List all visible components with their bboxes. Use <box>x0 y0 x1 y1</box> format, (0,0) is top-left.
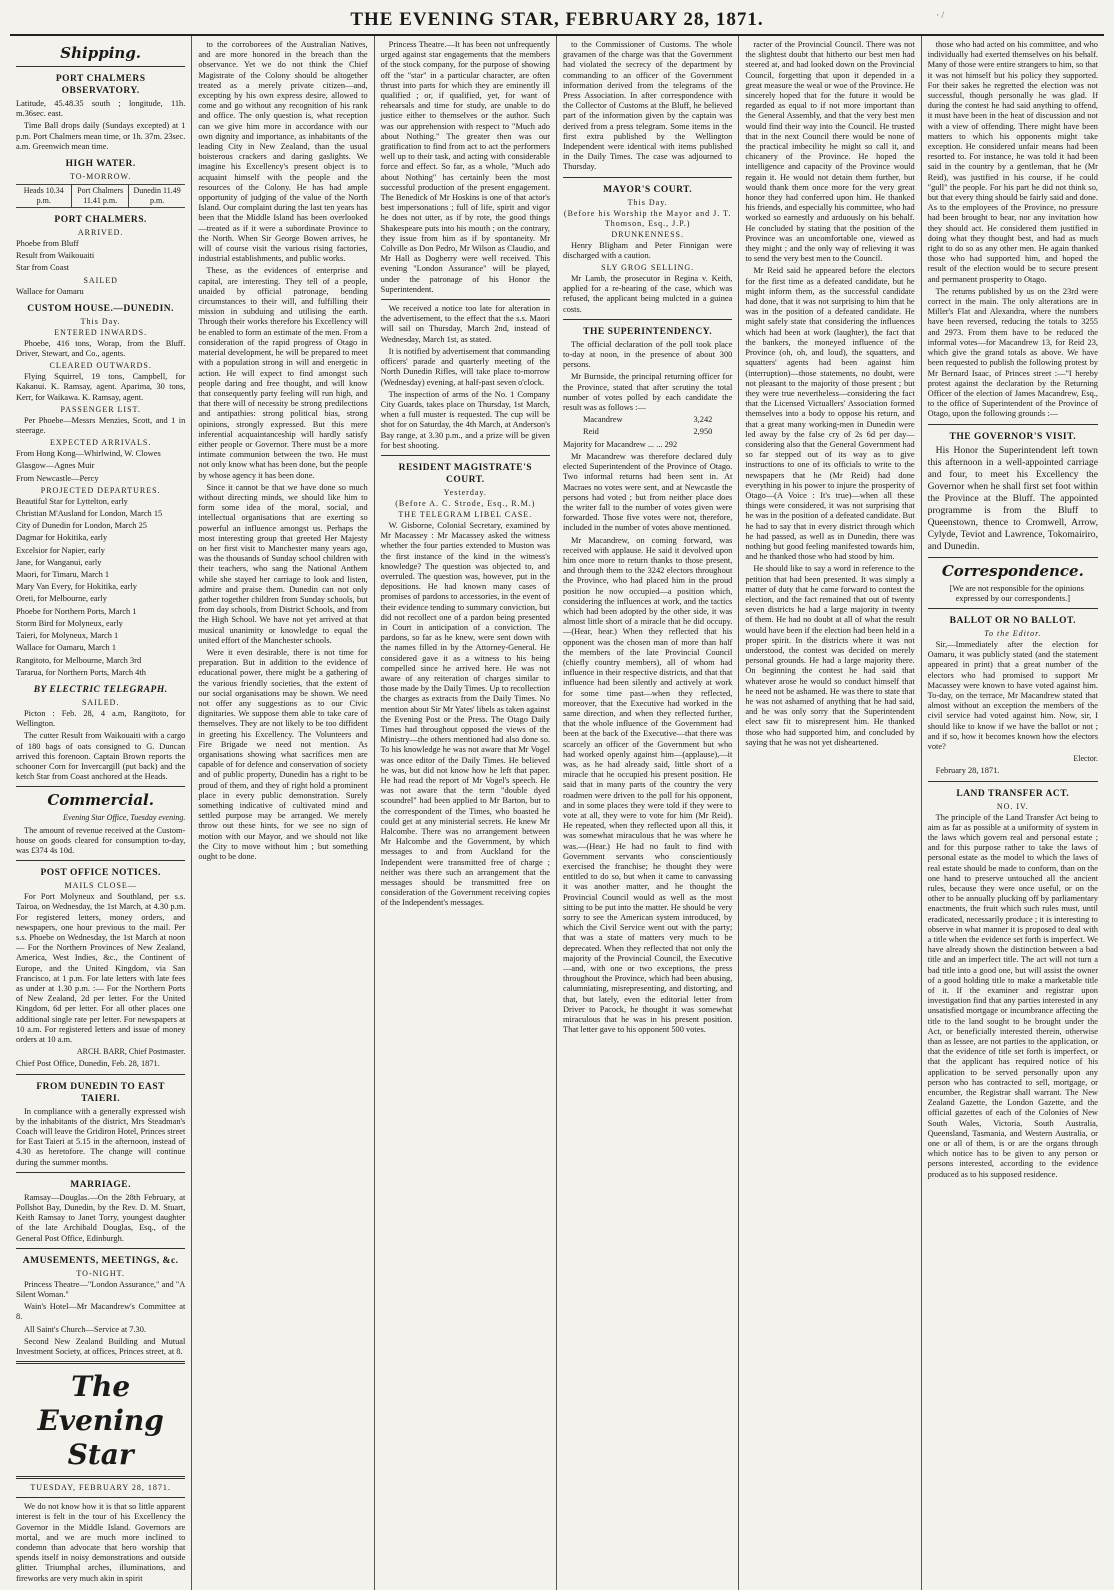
tomorrow-label: TO-MORROW. <box>69 172 132 182</box>
superintendency-paragraph: The official declaration of the poll took place to-day at noon, in the presence of about 300 persons. <box>562 339 733 370</box>
land-transfer-text: The principle of the Land Transfer Act being to aim as far as possible at a uniformity of system in the laws which govern real and personal estate ; and for this purpose rather to take the laws of personal estate as the model to which the laws of real estate should be made to conform, than on the one hand to preserve untouched all the ancient rules, because they were once useful, or on the other to be annually plucking off by parliamentary enactments, the fruit which such rules must, until eradicated, necessarily produce ; it is interesting to observe in what manner it is proposed to deal with a title when the evidence set forth is imperfect. We have already shown the distinction between a bad title and an imperfect title. The act will not turn a bad title into a good one, but will assist the owner of a good holding title to make a marketable title of it. If the examiner and registrar upon investigation find that any parties interested in any unsatisfied mortgage or incumbrance affecting the title to the land sought to be brought under the Act, or beneficially interested therein, otherwise than as lessee, are not parties to the application, or that the evidence of title set forth is imperfect, or that the applicant has required notice of his application to be served personally upon any person who has contracted to sell, mortgage, or encumber, the Registrar shall warrant. The New Zealand Gazette, the London Gazette, and the official gazettes of each of the Colonies of New South Wales, Victoria, South Australia, Queensland, Tasmania, and Western Australia, or one or all of them, is or are the organs through which notice has to be given to any person or persons interested, according to the evidence produced as to his supposed residence. <box>927 812 1098 1179</box>
mayor-heading: MAYOR'S COURT. <box>603 184 693 195</box>
tide-table <box>16 184 185 208</box>
correspondence-note: [We are not responsible for the opinions expressed by our correspondents.] <box>949 583 1084 603</box>
expected-line: From Hong Kong—Whirlwind, W. Clowes <box>16 449 161 459</box>
observatory-heading: PORT CHALMERS OBSERVATORY. <box>55 74 146 96</box>
speech-paragraph: He should like to say a word in reference to the petition that had been presented. It was simply a matter of duty that he came forward to contest the election, and the fact remained that out of twenty seven districts he had a large majority in twenty of them. He had no doubt at all of what the result would have been if the election had been held in a proper spirit. In the districts where it was not understood, the contest was decided on merely personal grounds. He had a large majority there. On beginning the contest he had said that whatever arose he would so conduct himself that he need not be ashamed. He was there to state that he was not ashamed of anything that he had said, and he was only sorry that the Superintendent elect saw fit to misrepresent him. He thanked those who had supported him, and concluded by saying that he was not yet disheartened. <box>745 564 915 747</box>
post-signature: ARCH. BARR, Chief Postmaster. <box>76 1047 186 1057</box>
superintendency-paragraph: Mr Burnside, the principal returning officer for the Province, stated that after scrutiny the total number of votes polled by each candidate the result was as follows :— <box>562 372 733 413</box>
ballot-to: To the Editor. <box>984 628 1042 638</box>
mayor-day: This Day. <box>627 197 668 207</box>
column-4 <box>557 36 739 1590</box>
speech-paragraph: Mr Reid said he appeared before the electors for the first time as a defeated candidate, but he might inform them, as the successful candidate had done, that it was not surprising to him that he was in the position of a defeated candidate. He might safely state that considering the influences which had been at work (laughter), the fact that the bankers, the moneyed influence of the Province (oh, oh, and loud), the squatters, and squatters' agents had been against him (interruption)—those statements, no doubt, were not pleasant to the majority of those present ; but they were true nevertheless—considering the fact that the Licensed Victuallers' Association formed themselves into a body to oppose his return, and that a great many working-men in Dunedin were led away by the false cry of 2s 6d per day—considering also that the General Government had so far stepped out of its way as to give instructions to one of its officials to write to the newspapers that he (Mr Reid) had done everything in his power to injure the prosperity of Otago—(A Voice : It's true)—when all these things were considered, it was not surprising that he was in the position of a defeated candidate. But he had to say that in every district through which he had passed, as well as in Dunedin, there was nothing but good feeling manifested towards him, and he thanked those who had stood by him. <box>745 266 915 562</box>
passenger-text: Per Phoebe—Messrs Menzies, Scott, and 1 in steerage. <box>16 415 186 436</box>
superintendency-paragraph: Mr Macandrew was therefore declared duly elected Superintendent of the Province of Otago. Two informal returns had been sent in. At Macraes no votes were sent, and at Newcastle the persons had voted ; but from neither place does the writer fall to the number of votes given were forwarded. Those five votes were not, therefore, included in the number of votes above mentioned. <box>562 451 733 533</box>
arrived-label: ARRIVED. <box>77 228 124 238</box>
projected-line: Oreti, for Melbourne, early <box>16 594 107 604</box>
projected-label: PROJECTED DEPARTURES. <box>40 485 161 495</box>
majority-line: Majority for Macandrew ... ... 292 <box>562 439 678 449</box>
projected-line: City of Dunedin for London, March 25 <box>16 521 147 531</box>
telegraph-heading: BY ELECTRIC TELEGRAPH. <box>33 684 168 695</box>
telegraph-sailed-label: SAILED. <box>81 697 120 707</box>
cutter-text: The cutter Result from Waikouaiti with a cargo of 180 bags of oats consigned to G. Duncan arrived this forenoon. Captain Brown reports the schooner Corn for Invercargill (put back) and the ketch Star from Coast anchored at the Heads. <box>16 731 186 782</box>
amusement-line: Second New Zealand Building and Mutual Investment Society, at offices, Princes street, at 8. <box>16 1336 186 1357</box>
entered-text: Phoebe, 416 tons, Worap, from the Bluff. Driver, Stewart, and Co., agents. <box>16 338 186 359</box>
column-6 <box>922 36 1104 1590</box>
governor-heading: THE GOVERNOR'S VISIT. <box>949 431 1077 442</box>
column-3 <box>375 36 557 1590</box>
cleared-text: Flying Squirrel, 19 tons, Campbell, for Kakanui. K. Ramsay, agent. Aparima, 30 tons, Kerr, for Waikawa. K. Ramsay, agent. <box>16 372 186 402</box>
arrival-line: Phoebe from Bluff <box>16 239 79 249</box>
result-line <box>563 427 732 437</box>
projected-line: Storm Bird for Molyneux, early <box>16 618 123 628</box>
commercial-heading: Commercial. <box>47 791 154 810</box>
returns-paragraph: The returns published by us on the 23rd were correct in the main. The only alterations are in Miller's Flat and Alexandra, where the numbers have been reversed, reducing the totals to 3255 and 2973. From them have to be reduced the informal votes—for Macandrew 13, for Reid 23, which give the grand totals as above. We have been requested to publish the following protest by Mr Bernard Isaac, of Princes street :—"I hereby protest against the declaration by the Returning Officer of the election of James Macandrew, Esq., to the office of Superintendent of the Province of Otago, upon the following grounds :— <box>927 286 1098 419</box>
rmc-before: (Before A. C. Strode, Esq., R.M.) <box>395 498 536 508</box>
expected-label: EXPECTED ARRIVALS. <box>49 438 152 448</box>
post-office-heading: POST OFFICE NOTICES. <box>40 868 161 879</box>
paper-date: TUESDAY, FEBRUARY 28, 1871. <box>30 1483 171 1493</box>
libel-continued: to the Commissioner of Customs. The whole gravamen of the charge was that the Government had violated the secrecy of the department by commanding to an officer of the Government information derived from the telegrams of the Press Association. In after correspondence with the Collector of Customs at the Bluff, he believed part of the information given by the captain was derived from a press telegram. Some items in the first extra published by the Wellington Independent were identical with items published in the Daily Times. The case was adjourned to Thursday. <box>562 40 733 172</box>
notified-paragraph: It is notified by advertisement that commanding officers' parade and quarterly meeting of the North Dunedin Rifles, will take place to-morrow (Wednesday) evening, at half-past seven o'clock. <box>380 346 550 387</box>
commercial-text: The amount of revenue received at the Custom-house on goods cleared for consumption to-day, was £374 4s 10d. <box>16 825 186 855</box>
mayor-before: (Before his Worship the Mayor and J. T. Thomson, Esq., J.P.) <box>563 208 732 228</box>
cleared-label: CLEARED OUTWARDS. <box>49 361 152 371</box>
projected-line: Rangitoto, for Melbourne, March 3rd <box>16 655 142 665</box>
tide-dunedin: Dunedin 11.49 p.m. <box>133 186 181 206</box>
column-1 <box>10 36 192 1590</box>
sailed-label: SAILED <box>83 275 118 285</box>
column-5 <box>739 36 921 1590</box>
libel-text: W. Gisborne, Colonial Secretary, examined by Mr Macassey : Mr Macassey asked the witness whether the four parties extended to Muston was the first instance of the kind in the witness's knowledge? The question was objected to, and overruled. The question was, however, put in the depositions. He had known many cases of promises of pardons to accessories, in the event of their evidence tending to summary conviction, but did not recollect one of a pardon being presented in Court in anticipation of a conviction. The pardons, so far as he knew, were sent down with the names filled in by the Attorney-General. He considered gave it as a witness to his being compelled since he arrived here. He was not aware of any reiteration of charges similar to those made by the Daily Times. Up to recollection the charges as extracts from the Daily Times. No mention about Sir Mr Yates' libels as taken against the Evening Post or the Press. The Otago Daily Times had throughout opposed the views of the Ministry—the others mentioned had also done so. To his knowledge he was not aware that Mr Vogel was once editor of the Daily Times. He believed he was, but did not know how he left that paper. He had read the report of Mr Vogel's speech. He was not aware that the term "double dyed scoundrel" had been applied to Mr Barton, but to the correspondent of the Times, who boasted he could get at any ministerial secrets. He knew Mr Halcombe. There was no arrangement between Mr Halcombe and the Government, by which messages to and from Auckland for the Independent were transmitted free of charge ; neither was there such an arrangement that the messages should be transmitted free on consideration of the Government receiving copies of the Independent's messages. <box>380 520 550 908</box>
ballot-signature: Elector. <box>1073 754 1098 764</box>
speech-paragraph: racter of the Provincial Council. There was not the slightest doubt that hitherto our best men had steered at, and had looked down on the Provincial Council, forgetting that upon it depended in a great measure the weal or woe of the Province. He sincerely hoped that for the future it would be regarded as equal to if not more important than the General Assembly, and that the very best men would find their way into the Council. He trusted that in the next Council there would be none of the practical imbecility he might so call it, and chicanery of the Province. He hoped the intelligence and capacity of the Province would regain it. He would not detain them further, but would thank them once more for the very great honor they had conferred upon him. He thanked his friends, and especially his committee, who had worked so earnestly and arduously on his behalf. He concluded by stating that the position of the Province was an uncomfortable one, viewed as they might ; and the only way of relieving it was to send the very best men to the Council. <box>745 40 915 264</box>
sailed-line: Wallace for Oamaru <box>16 286 84 296</box>
observatory-text: Latitude, 45.48.35 south ; longitude, 11h. m.36sec. east. <box>16 99 186 119</box>
projected-line: Jane, for Wanganui, early <box>16 557 102 567</box>
notice-paragraph: We received a notice too late for alteration in the advertisement, to the effect that the s.s. Maori will sail on Thursday, March 2nd, instead of Wednesday, March 1st, as stated. <box>380 304 550 344</box>
telegraph-text: Picton : Feb. 28, 4 a.m, Rangitoto, for Wellington. <box>16 708 186 729</box>
projected-line: Phoebe for Northern Ports, March 1 <box>16 606 137 616</box>
page-mark: · / <box>936 10 944 20</box>
projected-line: Dagmar for Hokitika, early <box>16 533 108 543</box>
page-title: THE EVENING STAR, FEBRUARY 28, 1871. <box>350 9 764 30</box>
result-votes: 3,242 <box>693 415 713 425</box>
post-office-text: For Port Molyneux and Southland, per s.s. Tairoa, on Wednesday, the 1st March, at 4.30 p.m. For registered letters, money orders, and newspapers, one hour previous to the mail. Per s.s. Phoebe on Wednesday, the 1st March at noon— For the Northern Provinces of New Zealand, America, West Indies, &c., the Continent of Europe, and the United Kingdom, via San Francisco, at 1 p.m. For late letters with late fees as under at 1.30 p.m. :— For the Northern Ports of New Zealand, 2d per letter. For the United Kingdom, 6d per letter. For all other places one additional single rate per letter. For newspapers at 10 a.m. For registered letters and issue of money orders at 10 a.m. <box>16 892 186 1044</box>
result-name: Macandrew <box>582 415 623 425</box>
commercial-office: Evening Star Office, Tuesday evening. <box>63 813 186 823</box>
superintendency-heading: THE SUPERINTENDENCY. <box>583 326 713 337</box>
arrival-line: Star from Coast <box>16 263 70 273</box>
land-transfer-heading: LAND TRANSFER ACT. <box>956 788 1070 799</box>
paper-title: The Evening Star <box>37 1370 164 1472</box>
land-transfer-number: NO. IV. <box>996 801 1029 811</box>
superintendency-paragraph: Mr Macandrew, on coming forward, was received with applause. He said it devolved upon him once more to return thanks to those present, and through them to the 3242 electors throughout the Province, who had placed him in the proud position he now occupied—a position which, considering the influences at work, and the tactics which had been adopted by the other side, it was almost little short of a miracle that he did occupy.—(Hear, hear.) When they reflected that his opponent was the chosen man of more than half the members of the late Provincial Council (chiefly country members), all of whom had influence in their respective districts, and that that influence had been silently and actively at work for some time past—when they reflected, moreover, that the Executive had worked in the same direction, and when they reflected further, that the whole influence of the Government had been at the back of the Executive—that there was scarcely an officer of the Government but who had worked openly against him—(applause),—it was, as he had already said, little short of a miracle that he occupied his present position. He said that in many parts of the country the very roadmen were driven to the poll for his opponent, and in some places they were told if they were to vote at all, they were to vote for him (Mr Reid). He repeated, when they reflected upon all this, it was somewhat miraculous that he was where he was.—(Hear.) He had no fault to find with Government servants who conscientiously exercised the franchise; he thought they were entitled to do so, but when it came to canvassing it was another matter, and he thought the Provincial Council would as well as the most sitting to be put into the matter. He should be very sorry to see the American system introduced, by which the Civil Service went out with the party; that was a state of matters very much to be deprecated. When they reflected that not only the majority of the Provincial Council, the Executive—and, with one or two exceptions, the press throughout the Province, which had been abusing, calumniating, misrepresenting, and distorting, and that, but lately, even the editorial letter from Driver to Pacock, he thought it was somewhat miraculous that he was in his present position. That letter gave to his opponent 500 votes. <box>562 535 733 1035</box>
projected-line: Tararua, for Northern Ports, March 4th <box>16 667 146 677</box>
this-day-label: This Day. <box>80 316 121 326</box>
libel-heading: THE TELEGRAM LIBEL CASE. <box>398 509 533 519</box>
ballot-date: February 28, 1871. <box>935 766 1000 776</box>
custom-house-heading: CUSTOM HOUSE.—DUNEDIN. <box>27 303 175 314</box>
expected-line: Glasgow—Agnes Muir <box>16 461 95 471</box>
sly-grog-heading: SLY GROG SELLING. <box>601 263 695 273</box>
rmc-heading: RESIDENT MAGISTRATE'S COURT. <box>398 462 533 485</box>
leader-text: We do not know how it is that so little apparent interest is felt in the tour of his Excellency the Governor in the Middle Island. Governors are mortal, and we are much more inclined to condemn than advocate that hero worship that spends itself in noisy demonstrations and outside glitter. Triumphal arches, illuminations, and fireworks are very much akin in spirit <box>16 1502 186 1583</box>
leader-paragraph: Were it even desirable, there is not time for preparation. But in addition to the evidence of educational power, there might be a gathering of the various friendly societies, that the extent of our social organisations may be shown. We need not offer any suggestions as to our Civic dignitaries. We suppose them able to take care of themselves. They are not likely to be too diffident in greeting his Excellency. The Volunteers and Fire Brigade we need not mention. As organisations showing what sacrifices men are capable of for defence and conservation of society and of public property, Dunedin has a right to be proud of them, and they of right hold a prominent place in every public demonstration. Surely something indicative of cultivated mind and settled purpose may be arranged. We merely throw out these hints, for we see no sign of motion with our Mayor, and we should not like the City to move without him ; but something ought to be done. <box>198 647 368 862</box>
result-votes: 2,950 <box>693 427 713 437</box>
rmc-day: Yesterday. <box>443 487 487 497</box>
ballot-text: Sir,—Immediately after the election for Oamaru, it was publicly stated (and the statement appeared in print) that a great number of the electors who had promised to support Mr Macassey were known to have voted against him. To-day, on the terrace, Mr Macandrew stated that almost without an exception the members of the civil service had voted against him. Now, sir, I should like to know if we have the ballot or not ; and if so, how it becomes known how the electors vote? <box>927 639 1098 751</box>
amusement-line: Princess Theatre—"London Assurance," and "A Silent Woman." <box>16 1279 186 1300</box>
marriage-text: Ramsay—Douglas.—On the 28th February, at Pollshot Bay, Dunedin, by the Rev. D. M. Stuart, Keith Ramsay to Janet Torry, youngest daughter of the late Archibald Douglas, Esq., of the General Post Office, Edinburgh. <box>16 1192 186 1243</box>
theatre-paragraph: Princess Theatre.—It has been not unfrequently urged against star engagements that the members of the stock company, for the purpose of showing off the "star" in a particular character, are often thrust into parts for which they are eminently ill qualified ; or, if qualified, yet, for want of rehearsals and time for study, are unable to do justice either to themselves or the author. Such was our apprehension with respect to "Much ado about Nothing." The greater then was our gratification to find from act to act the performers well up to their task, and acting with considerable force and effect. So far, as a whole, "Much ado about Nothing" has certainly been the most successful production of the present engagement. The Benedick of Mr Hoskins is one of that actor's best impersonations ; full of life, spirit and vigor he does not utter, as if by rote, the good things Shakespeare puts into his mouth ; on the contrary, they issue from him as if by spontaneity. Mr Colville as Don Pedro, Mr Wilson as Claudio, and Mr Hall as Dogberry were well received. This evening "London Assurance" will be played, under the patronage of his Honor the Superintendent. <box>380 40 550 294</box>
leader-paragraph: These, as the evidences of enterprise and capital, are interesting. They tell of a people, unaided by official patronage, bending circumstances to their will, and fulfilling their mission in subduing and utilising the earth. Through their works therefore his Excellency will be enabled to form an estimate of the men. From a consideration of the rapid progress of Otago in material development, he will be prepared to meet with a population strong in will and energetic in action. He will expect to find amongst such people daring and free thought, and will know that consequently party feeling will run high, and that there will of necessity be strong predilections and antipathies: strong political bias, strong opinions, strongly expressed. But this mere inferential acquaintanceship will hardly satisfy either people or Governor. There must be a more intimate communion between the two. He must not only know what has been done, but the people by whose agency it has been done. <box>198 266 368 480</box>
tide-port-chalmers: Port Chalmers 11.41 p.m. <box>72 185 128 207</box>
projected-line: Beautiful Star for Lyttelton, early <box>16 496 128 506</box>
timeball-text: Time Ball drops daily (Sundays excepted) at 1 p.m. Port Chalmers mean time, or 1h. 37m. 23sec. a.m. Greenwich mean time. <box>16 121 186 151</box>
entered-label: ENTERED INWARDS. <box>54 327 148 337</box>
mails-close-label: MAILS CLOSE— <box>64 881 137 891</box>
ballot-heading: BALLOT OR NO BALLOT. <box>949 615 1076 626</box>
shipping-heading: Shipping. <box>60 44 142 62</box>
inspection-paragraph: The inspection of arms of the No. 1 Company City Guards, takes place on Thursday, 1st March, when a full muster is requested. The cup will be shot for on Saturday, the 4th March, at Anderson's Bay range, at 3.30 p.m., and a prize will be given for best shooting. <box>380 389 550 450</box>
speech-continued: those who had acted on his committee, and who individually had exerted themselves on his behalf. Many of those were entire strangers to him, so that it was not himself but his policy they supported. For their sakes he regretted the election was not successful, though personally he was glad. If during the contest he had said anything to offend, it must have been in the heat of discussion and not with a view of offending. There might have been matters to which his opponents might take exception. He considered unfair means had been resorted to. For instance, he was told it had been said in the country by a gentleman, that he (Mr Reid), was justified in his course, if he could "gull" the people. For his part he did not think so, but that every thing should be fairly said and done. As to the employees of the Province, no pressure had been brought to bear, nor any invitation how they should act. He considered them justified in doing what they thought best, and had as much right to do so as any other men. He again thanked those who had supported him, and hoped the result of the election would be to secure present and permanent prosperity to Otago. <box>927 40 1098 284</box>
page-header <box>10 8 1104 36</box>
taieri-text: In compliance with a generally expressed wish by the inhabitants of the district, Mrs Steadman's Coach will leave the Gridiron Hotel, Princes street for East Taieri at 5.15 in the afternoon, instead of 4.30 as heretofore. The change will continue during the summer months. <box>16 1106 186 1167</box>
result-name: Reid <box>582 427 599 437</box>
leader-paragraph: Since it cannot be that we have done so much without directing minds, we should like him to form some idea of the moral, social, and intellectual organisations that are exerting so powerful an influence amongst us. Perhaps the most interesting group that greeted Her Majesty on her first visit to Manchester many years ago, was the thousands of Sunday school children with their teachers, who sang the National Anthem while she stayed her carriage to look and listen, admire and praise them. Dunedin can not only gather together children from Sunday schools, but from day schools, from District Schools, and from the High School. We have not yet arrived at that musical unanimity or knowledge to equal the united effort of the Manchester schools. <box>198 482 368 645</box>
columns <box>10 36 1104 1583</box>
arrival-line: Result from Waikouaiti <box>16 251 95 261</box>
amusement-line: Wain's Hotel—Mr Macandrew's Committee at 8. <box>16 1302 186 1322</box>
projected-line: Maori, for Timaru, March 1 <box>16 570 110 580</box>
amusements-heading: AMUSEMENTS, MEETINGS, &c. <box>22 1255 179 1266</box>
projected-line: Christian M'Ausland for London, March 15 <box>16 509 163 519</box>
projected-line: Wallace for Oamaru, March 1 <box>16 643 117 653</box>
drunkenness-text: Henry Bligham and Peter Finnigan were discharged with a caution. <box>562 240 733 260</box>
sly-grog-text: Mr Lamb, the prosecutor in Regina v. Keith, applied for a re-hearing of the case, which was refused, the applicant being mulcted in a guinea costs. <box>562 274 733 314</box>
marriage-heading: MARRIAGE. <box>70 1179 132 1190</box>
tide-heads: Heads 10.34 p.m. <box>16 185 72 207</box>
drunkenness-heading: DRUNKENNESS. <box>611 229 684 239</box>
projected-line: Excelsior for Napier, early <box>16 545 105 555</box>
column-2 <box>192 36 374 1590</box>
correspondence-heading: Correspondence. <box>941 561 1084 580</box>
governor-text: His Honor the Superintendent left town this afternoon in a well-appointed carriage and four, to meet his Excellency the Governor when he shall first set foot within the Province at the Bluff. The appointed programme is from the Bluff to Queenstown, thence to Cromwell, Arrow, Cylyde, Teviot and Lawrence, Tokomairiro, and Dunedin. <box>927 444 1098 552</box>
port-chalmers-heading: PORT CHALMERS. <box>54 215 147 226</box>
result-line <box>563 415 732 425</box>
amusement-line: All Saint's Church—Service at 7.30. <box>24 1324 146 1334</box>
passenger-label: PASSENGER LIST. <box>60 404 141 414</box>
taieri-heading: FROM DUNEDIN TO EAST TAIERI. <box>36 1081 165 1104</box>
projected-line: Mary Van Every, for Hokitika, early <box>16 582 137 592</box>
leader-paragraph: to the corroborees of the Australian Natives, and are more honored in the breach than the observance. Yet we do not think the Chief Magistrate of the Colony should be altogether treated as a merely private citizen—and, excepting by his own express desire, allowed to come and go without any recognition of his rank and office. The only question is, what reception can we give him more in accordance with our own dignity and importance, as inhabitants of the leading City in New Zealand, than the usual boisterous crackers and daring gaslights. We imagine his Excellency's present object is to acquaint himself with the people and the resources of the Colony. He has had ample opportunity of judging of the value of the North Island. Our complaint during the last ten years has been that the Middle Island has been overlooked—treated as if it were a subordinate Province to the North. When Sir George Bowen arrives, he will of course visit the various rising factories, industrial establishments, and public works. <box>198 40 368 264</box>
high-water-heading: HIGH WATER. <box>65 159 136 170</box>
expected-line: From Newcastle—Percy <box>16 473 99 483</box>
post-date: Chief Post Office, Dunedin, Feb. 28, 1871. <box>16 1059 160 1069</box>
projected-line: Taieri, for Molyneux, March 1 <box>16 631 119 641</box>
tonight-label: TO-NIGHT. <box>76 1268 125 1278</box>
